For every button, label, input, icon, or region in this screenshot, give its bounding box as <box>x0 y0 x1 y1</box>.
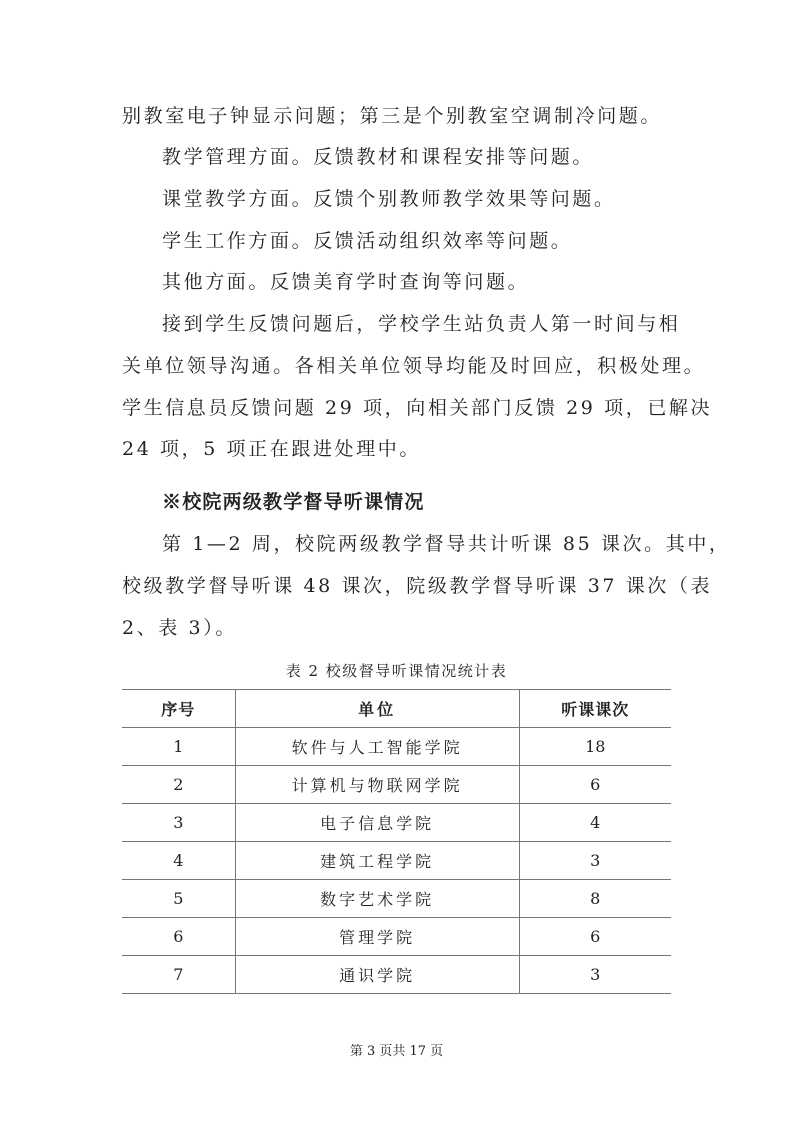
table-row <box>122 842 671 880</box>
paragraph-line: 24 项，5 项正在跟进处理中。 <box>122 438 421 460</box>
paragraph-line: 关单位领导沟通。各相关单位领导均能及时回应，积极处理。 <box>122 355 706 377</box>
paragraph-student-work: 学生工作方面。反馈活动组织效率等问题。 <box>162 230 573 252</box>
table-row <box>122 728 671 766</box>
section-heading: ※校院两级教学督导听课情况 <box>162 491 425 513</box>
cell-count: 3 <box>519 956 671 994</box>
header-unit: 单位 <box>235 690 519 728</box>
paragraph-line: 学生信息员反馈问题 29 项，向相关部门反馈 29 项，已解决 <box>122 397 713 419</box>
cell-count: 6 <box>519 766 671 804</box>
cell-count: 3 <box>519 842 671 880</box>
cell-index: 4 <box>122 842 235 880</box>
header-index: 序号 <box>122 690 235 728</box>
paragraph-line: 接到学生反馈问题后，学校学生站负责人第一时间与相 <box>162 313 681 335</box>
paragraph-teaching-management: 教学管理方面。反馈教材和课程安排等问题。 <box>162 146 595 168</box>
cell-index: 1 <box>122 728 235 766</box>
cell-count: 18 <box>519 728 671 766</box>
table-row <box>122 880 671 918</box>
cell-index: 6 <box>122 918 235 956</box>
paragraph-classroom-teaching: 课堂教学方面。反馈个别教师教学效果等问题。 <box>162 188 616 210</box>
header-count: 听课课次 <box>519 690 671 728</box>
cell-index: 7 <box>122 956 235 994</box>
cell-index: 3 <box>122 804 235 842</box>
cell-unit: 软件与人工智能学院 <box>235 728 519 766</box>
table-row <box>122 804 671 842</box>
table-row <box>122 918 671 956</box>
table-caption: 表 2 校级督导听课情况统计表 <box>285 662 508 680</box>
paragraph-line: 2、表 3）。 <box>122 617 237 639</box>
paragraph-line: 别教室电子钟显示问题；第三是个别教室空调制冷问题。 <box>122 105 663 127</box>
cell-count: 6 <box>519 918 671 956</box>
cell-unit: 管理学院 <box>235 918 519 956</box>
cell-count: 8 <box>519 880 671 918</box>
cell-unit: 通识学院 <box>235 956 519 994</box>
table-row <box>122 766 671 804</box>
paragraph-line: 校级教学督导听课 48 课次，院级教学督导听课 37 课次（表 <box>122 575 713 597</box>
cell-unit: 数字艺术学院 <box>235 880 519 918</box>
supervision-table <box>122 689 671 994</box>
cell-unit: 计算机与物联网学院 <box>235 766 519 804</box>
table-header-row <box>122 690 671 728</box>
cell-index: 5 <box>122 880 235 918</box>
paragraph-other: 其他方面。反馈美育学时查询等问题。 <box>162 271 530 293</box>
page-footer: 第 3 页共 17 页 <box>349 1044 444 1059</box>
cell-unit: 电子信息学院 <box>235 804 519 842</box>
cell-index: 2 <box>122 766 235 804</box>
cell-unit: 建筑工程学院 <box>235 842 519 880</box>
cell-count: 4 <box>519 804 671 842</box>
table-row <box>122 956 671 994</box>
paragraph-line: 第 1—2 周，校院两级教学督导共计听课 85 课次。其中， <box>162 533 731 555</box>
